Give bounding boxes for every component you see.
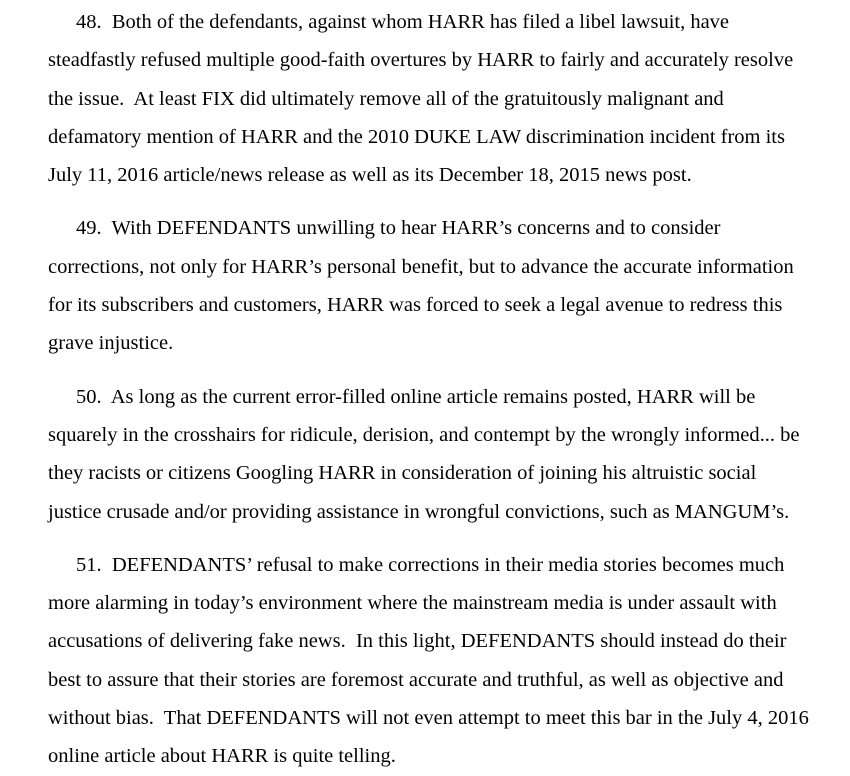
paragraph-48-text: 48. Both of the defendants, against whom HARR has filed a libel lawsuit, have steadfastly refused multiple good-faith overtures by HARR to fairly and accurately resolve the issue. At least FIX did ultimately remove all of the gratuitously malignant and defamatory mention of HARR and the 2010 DUKE LAW discrimination incident from its July 11, 2016 article/news release as well as its December 18, 2015 news post. [48, 11, 799, 187]
paragraph-51 [48, 546, 814, 776]
paragraph-49 [48, 209, 814, 362]
paragraph-50-text: 50. As long as the current error-filled online article remains posted, HARR will be squarely in the crosshairs for ridicule, derision, and contempt by the wrongly informed... be they racists or citizens Googling HARR in consideration of joining his altruistic social justice crusade and/or providing assistance in wrongful convictions, such as MANGUM’s. [48, 385, 805, 523]
paragraph-51-text: 51. DEFENDANTS’ refusal to make corrections in their media stories becomes much more alarming in today’s environment where the mainstream media is under assault with accusations of delivering fake news. In this light, DEFENDANTS should instead do their best to assure that their stories are foremost accurate and truthful, as well as objective and without bias. That DEFENDANTS will not even attempt to meet this bar in the July 4, 2016 online article about HARR is quite telling. [48, 553, 815, 768]
paragraph-48 [48, 3, 814, 194]
paragraph-49-text: 49. With DEFENDANTS unwilling to hear HARR’s concerns and to consider corrections, not only for HARR’s personal benefit, but to advance the accurate information for its subscribers and customers, HARR was forced to seek a legal avenue to redress this grave injustice. [48, 217, 799, 355]
paragraph-50 [48, 378, 814, 531]
